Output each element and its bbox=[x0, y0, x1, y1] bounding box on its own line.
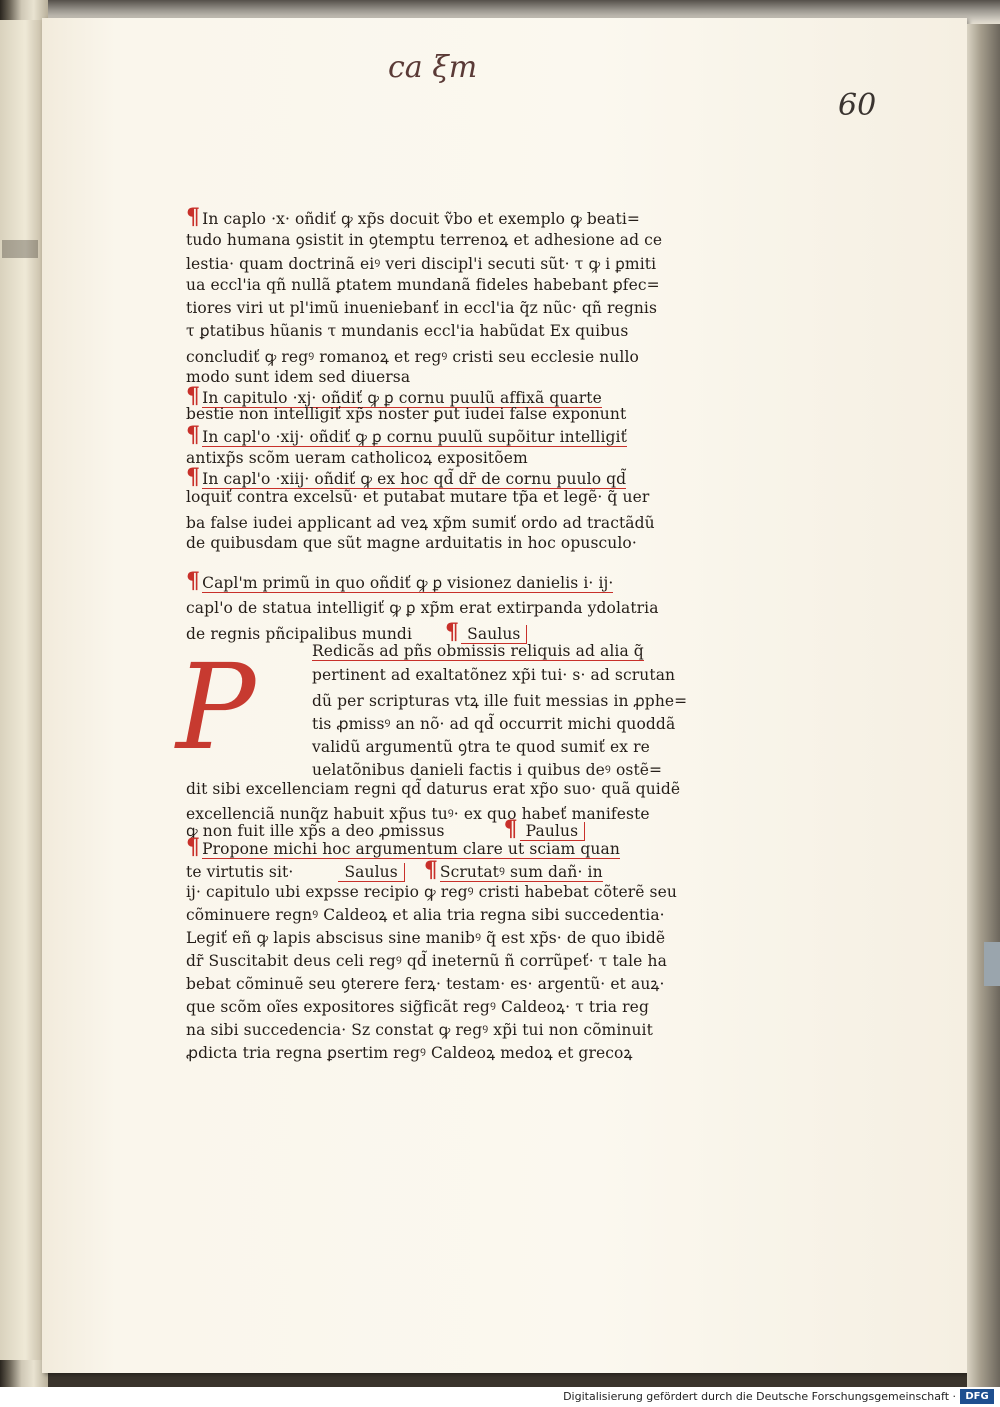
speaker-label: Saulus bbox=[338, 863, 404, 882]
text-line: ba false iudei applicant ad veꝝ xp̃m sumiť ordo ad tractãdũ bbox=[186, 514, 655, 532]
text-line: tiores viri ut pl'imũ inueniebanť in eccl'ia q̃z nũc· qñ regnis bbox=[186, 299, 658, 317]
page-fore-edge bbox=[967, 24, 1000, 1387]
paragraph-mark-icon: ¶ bbox=[186, 422, 201, 448]
text-line: capl'o de statua intelligiť ꝙ ꝑ xp̃m erat extirpanda ydolatria bbox=[186, 599, 659, 617]
text-line: excellenciã nunq̃z habuit xp̃us tuꝰ· ex quo habeť manifeste bbox=[186, 805, 650, 823]
drop-initial: P bbox=[176, 638, 256, 776]
speaker-label: Saulus bbox=[461, 625, 527, 644]
speaker-label: Paulus bbox=[520, 822, 585, 841]
text-line: tis ꝓmissꝰ an nõ· ad qd̃ occurrit michi quoddã bbox=[312, 715, 676, 733]
paragraph-mark-icon: ¶ bbox=[423, 857, 438, 883]
text-line: que scõm oĩes expositores sig̃ficãt regꝰ Caldeoꝝ· τ tria reg bbox=[186, 998, 649, 1016]
text-line: τ ꝑtatibus hũanis τ mundanis eccl'ia habũdat Ex quibus bbox=[186, 322, 629, 340]
text-line: ¶ In caplo ·x· oñdiť ꝙ xp̃s docuit ṽbo et exemplo ꝙ beati= bbox=[186, 204, 640, 230]
text-line: modo sunt idem sed diuersa bbox=[186, 368, 411, 386]
left-page-fragments bbox=[2, 240, 38, 258]
text-line: ¶ Capl'm primũ in quo oñdiť ꝙ ꝑ visionez danielis i· ij· bbox=[186, 568, 614, 594]
text-line: bebat cõminuẽ seu ꝯterere ferꝝ· testam· es· argentũ· et auꝝ· bbox=[186, 975, 665, 993]
text-line: cõminuere regnꝰ Caldeoꝝ et alia tria regna sibi succedentia· bbox=[186, 906, 665, 924]
text-line: ua eccl'ia qñ nullã ꝑtatem mundanã fideles habebant ꝑfec= bbox=[186, 276, 660, 294]
footer-bar bbox=[0, 1387, 1000, 1407]
paragraph-mark-icon: ¶ bbox=[186, 568, 201, 594]
paragraph-mark-icon: ¶ bbox=[445, 619, 460, 645]
text-line: ꝙ non fuit ille xp̃s a deo ꝓmissus ¶ Paulus bbox=[186, 816, 585, 842]
text-line: dit sibi excellenciam regni qd̃ daturus erat xp̃o suo· quã quidẽ bbox=[186, 780, 681, 798]
dfg-logo-icon: DFG bbox=[960, 1389, 994, 1404]
text-line: validũ argumentũ ꝯtra te quod sumiť ex re bbox=[312, 738, 650, 756]
paragraph-mark-icon: ¶ bbox=[186, 464, 201, 490]
text-line: ¶ In capitulo ·xj· oñdiť ꝙ ꝑ cornu puulũ affixã quarte bbox=[186, 383, 602, 409]
paragraph-mark-icon: ¶ bbox=[503, 816, 518, 842]
text-line: Redicãs ad pñs obmissis reliquis ad alia q̃ bbox=[312, 642, 644, 660]
text-line: de quibusdam que sũt magne arduitatis in hoc opusculo· bbox=[186, 534, 637, 552]
text-line: pertinent ad exaltatõnez xp̃i tui· s· ad scrutan bbox=[312, 666, 676, 684]
text-line: ¶ In capl'o ·xij· oñdiť ꝙ ꝑ cornu puulũ supõitur intelligiť bbox=[186, 422, 627, 448]
text-line: ij· capitulo ubi expsse recipio ꝙ regꝰ cristi habebat cõterẽ seu bbox=[186, 883, 677, 901]
text-line: uelatõnibus danieli factis i quibus deꝰ ostẽ= bbox=[312, 761, 663, 779]
text-line: ꝓdicta tria regna ꝑsertim regꝰ Caldeoꝝ medoꝝ et grecoꝝ bbox=[186, 1044, 633, 1062]
text-line: bestie non intelligiť xp̃s noster ꝑut iudei false exponunt bbox=[186, 405, 627, 423]
paragraph-mark-icon: ¶ bbox=[186, 383, 201, 409]
text-line: concludiť ꝙ regꝰ romanoꝝ et regꝰ cristi seu ecclesie nullo bbox=[186, 348, 639, 366]
text-line: Legiť eñ ꝙ lapis abscisus sine manibꝰ q̃ est xp̃s· de quo ibidẽ bbox=[186, 929, 666, 947]
funding-credit: Digitalisierung gefördert durch die Deutsche Forschungsgemeinschaft · bbox=[563, 1390, 956, 1403]
paragraph-mark-icon: ¶ bbox=[186, 834, 201, 860]
text-line: loquiť contra excelsũ· et putabat mutare tp̃a et legẽ· q̃ uer bbox=[186, 488, 650, 506]
text-line: dũ per scripturas vtꝝ ille fuit messias in ꝓphe= bbox=[312, 692, 688, 710]
text-line: te virtutis sit· Saulus ¶ Scrutatꝰ sum dañ· in bbox=[186, 857, 603, 883]
paragraph-mark-icon: ¶ bbox=[186, 204, 201, 230]
folio-number: 60 bbox=[838, 88, 877, 123]
text-line: ¶ Propone michi hoc argumentum clare ut sciam quan bbox=[186, 834, 620, 860]
manuscript-note: ca ξm bbox=[388, 50, 478, 85]
left-page-edge bbox=[0, 20, 44, 1360]
text-line: na sibi succedencia· Sz constat ꝙ regꝰ xp̃i tui non cõminuit bbox=[186, 1021, 653, 1039]
text-line: antixp̃s scõm ueram catholicoꝝ expositõem bbox=[186, 449, 528, 467]
text-line: lestia· quam doctrinã eiꝰ veri discipl'i secuti sũt· τ ꝙ i ꝑmiti bbox=[186, 255, 657, 273]
text-line: tudo humana ꝯsistit in ꝯtemptu terrenoꝝ et adhesione ad ce bbox=[186, 231, 663, 249]
text-line: de regnis pñcipalibus mundi ¶ Saulus bbox=[186, 619, 527, 645]
text-line: dr̃ Suscitabit deus celi regꝰ qd̃ ineternũ ñ corrũpeť· τ tale ha bbox=[186, 952, 667, 970]
text-line: ¶ In capl'o ·xiij· oñdiť ꝙ ex hoc qd̃ dr̃ de cornu puulo qd̃ bbox=[186, 464, 627, 490]
bookmark-tab bbox=[984, 942, 1000, 986]
